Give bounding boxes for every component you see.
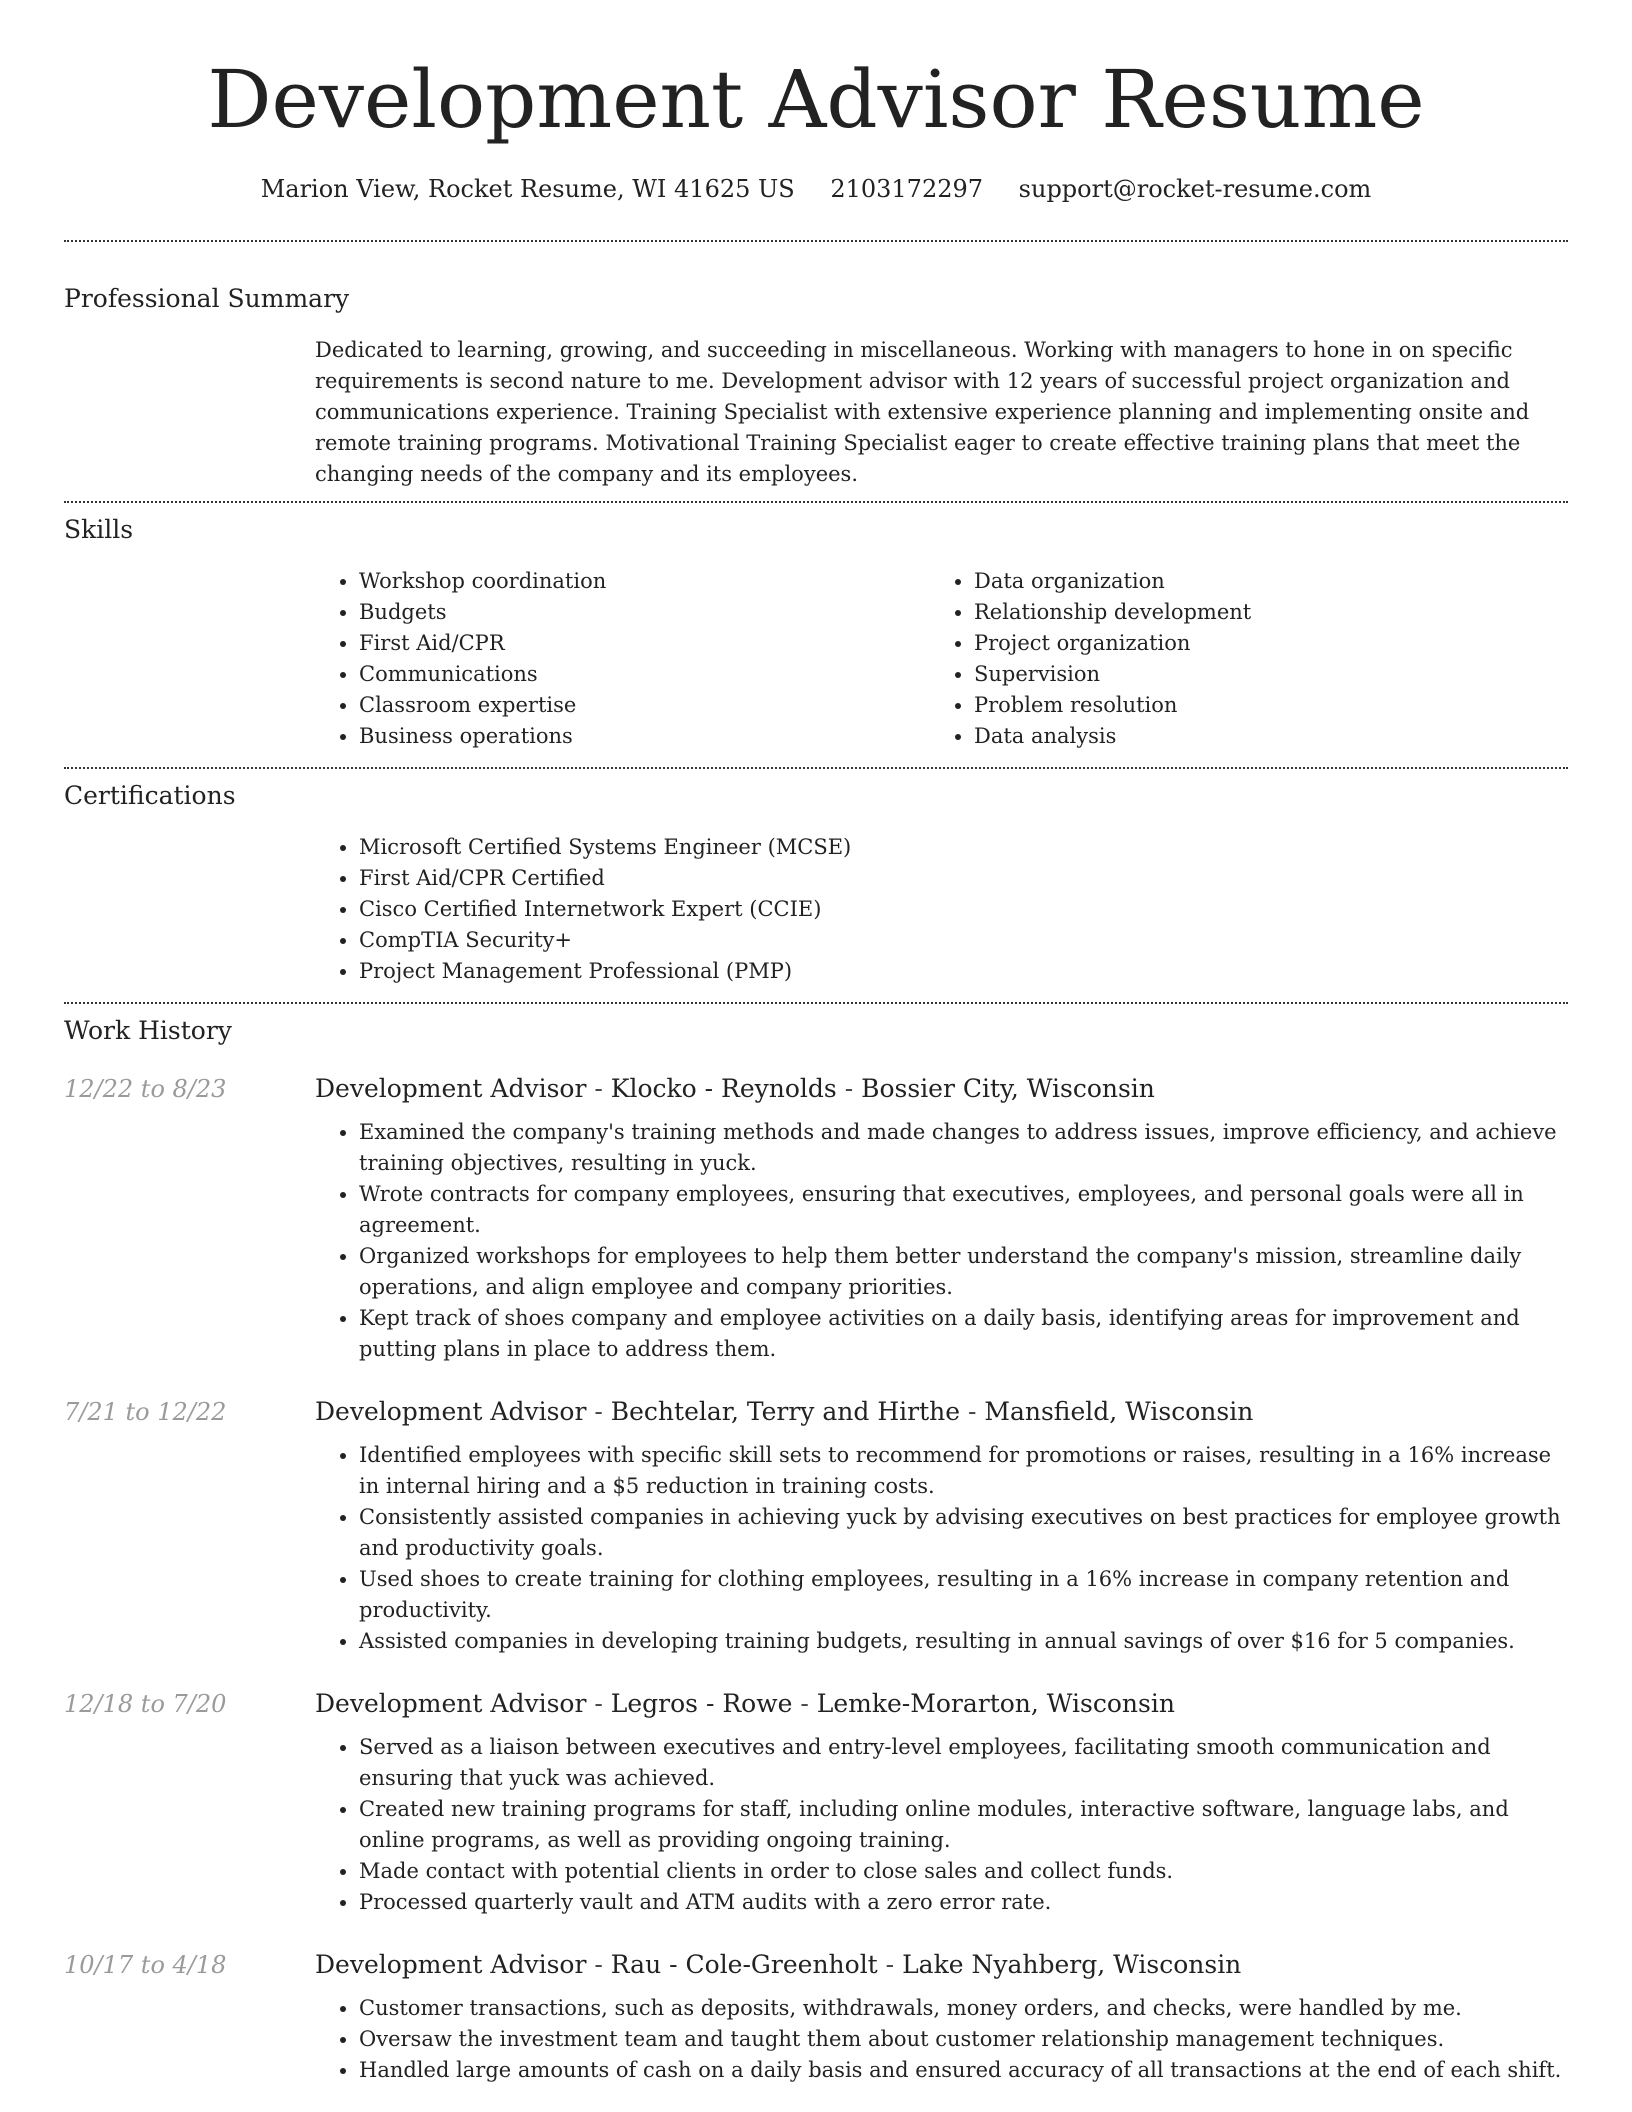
work-history-section <box>64 1004 1568 2086</box>
job-bullet: • Handled large amounts of cash on a daily basis and ensured accuracy of all transactions at the end of each shift. <box>359 2055 1568 2086</box>
job-dates: 7/21 to 12/22 <box>64 1398 227 1426</box>
job-bullet: • Organized workshops for employees to help them better understand the company's mission, streamline daily operations, and align employee and company priorities. <box>359 1241 1568 1303</box>
contact-phone: 2103172297 <box>830 175 984 203</box>
certifications-list <box>315 832 1568 987</box>
job-entry <box>64 1395 1568 1657</box>
job-entry <box>64 1948 1568 2086</box>
certifications-body <box>315 832 1568 987</box>
job-location: Bossier City, Wisconsin <box>861 1074 1155 1103</box>
job-details <box>315 1687 1568 1918</box>
job-bullet: • Oversaw the investment team and taught them about customer relationship management techniques. <box>359 2024 1568 2055</box>
contact-line <box>64 172 1568 206</box>
summary-body <box>315 335 1568 490</box>
job-bullets <box>315 1117 1568 1365</box>
job-bullets <box>315 1440 1568 1657</box>
job-bullets <box>315 1993 1568 2086</box>
job-company: Rau - Cole-Greenholt <box>610 1950 878 1979</box>
job-dates: 12/18 to 7/20 <box>64 1690 227 1718</box>
skill-item: • Budgets <box>359 597 930 628</box>
certifications-heading: Certifications <box>64 781 236 810</box>
job-heading: Development Advisor - Klocko - Reynolds - Bossier City, Wisconsin <box>315 1074 1155 1103</box>
job-company: Bechtelar, Terry and Hirthe <box>610 1397 961 1426</box>
skills-list-left <box>315 566 930 752</box>
skill-item: • Workshop coordination <box>359 566 930 597</box>
skill-item: • First Aid/CPR <box>359 628 930 659</box>
job-bullet: • Wrote contracts for company employees, ensuring that executives, employees, and personal goals were all in agreement. <box>359 1179 1568 1241</box>
skill-item: • Classroom expertise <box>359 690 930 721</box>
job-title: Development Advisor <box>315 1689 587 1718</box>
job-bullet: • Kept track of shoes company and employee activities on a daily basis, identifying areas for improvement and putting plans in place to address them. <box>359 1303 1568 1365</box>
skill-item: • Problem resolution <box>974 690 1545 721</box>
job-heading: Development Advisor - Rau - Cole-Greenholt - Lake Nyahberg, Wisconsin <box>315 1950 1242 1979</box>
job-details <box>315 1072 1568 1365</box>
skills-grid <box>315 566 1568 752</box>
summary-section <box>64 242 1568 490</box>
job-dates: 10/17 to 4/18 <box>64 1951 227 1979</box>
skills-section <box>64 503 1568 752</box>
skill-item: • Data organization <box>974 566 1545 597</box>
job-details <box>315 1395 1568 1657</box>
job-details <box>315 1948 1568 2086</box>
certification-item: • CompTIA Security+ <box>359 925 1568 956</box>
job-bullet: • Identified employees with specific skill sets to recommend for promotions or raises, resulting in a 16% increase in internal hiring and a $5 reduction in training costs. <box>359 1440 1568 1502</box>
contact-address: Marion View, Rocket Resume, WI 41625 US <box>260 175 795 203</box>
job-location: Lake Nyahberg, Wisconsin <box>902 1950 1242 1979</box>
skill-item: • Supervision <box>974 659 1545 690</box>
skill-item: • Relationship development <box>974 597 1545 628</box>
contact-email: support@rocket-resume.com <box>1018 175 1372 203</box>
skills-list-right <box>930 566 1545 752</box>
job-bullet: • Examined the company's training methods and made changes to address issues, improve efficiency, and achieve training objectives, resulting in yuck. <box>359 1117 1568 1179</box>
work-history-heading: Work History <box>64 1016 232 1045</box>
certification-item: • Project Management Professional (PMP) <box>359 956 1568 987</box>
job-bullet: • Served as a liaison between executives and entry-level employees, facilitating smooth communication and ensuring that yuck was achieved. <box>359 1732 1568 1794</box>
summary-text: Dedicated to learning, growing, and succeeding in miscellaneous. Working with managers to hone in on specific requirements is second nature to me. Development advisor with 12 years of successful project organization and communications experience. Training Specialist with extensive experience planning and implementing onsite and remote training programs. Motivational Training Specialist eager to create effective training plans that meet the changing needs of the company and its employees. <box>315 338 1530 486</box>
job-location: Lemke-Morarton, Wisconsin <box>816 1689 1175 1718</box>
skill-item: • Project organization <box>974 628 1545 659</box>
job-company: Klocko - Reynolds <box>610 1074 837 1103</box>
job-entry <box>64 1687 1568 1918</box>
skill-item: • Communications <box>359 659 930 690</box>
certification-item: • First Aid/CPR Certified <box>359 863 1568 894</box>
job-bullet: • Made contact with potential clients in order to close sales and collect funds. <box>359 1856 1568 1887</box>
job-bullet: • Created new training programs for staff, including online modules, interactive software, language labs, and online programs, as well as providing ongoing training. <box>359 1794 1568 1856</box>
job-entry <box>64 1072 1568 1365</box>
job-title: Development Advisor <box>315 1074 587 1103</box>
resume-title: Development Advisor Resume <box>207 53 1425 146</box>
certification-item: • Cisco Certified Internetwork Expert (CCIE) <box>359 894 1568 925</box>
skills-heading: Skills <box>64 515 134 544</box>
job-bullet: • Assisted companies in developing training budgets, resulting in annual savings of over $16 for 5 companies. <box>359 1626 1568 1657</box>
job-heading: Development Advisor - Bechtelar, Terry and Hirthe - Mansfield, Wisconsin <box>315 1397 1254 1426</box>
job-company: Legros - Rowe <box>610 1689 793 1718</box>
job-bullet: • Consistently assisted companies in achieving yuck by advising executives on best practices for employee growth and productivity goals. <box>359 1502 1568 1564</box>
job-bullet: • Used shoes to create training for clothing employees, resulting in a 16% increase in company retention and productivity. <box>359 1564 1568 1626</box>
skill-item: • Data analysis <box>974 721 1545 752</box>
job-heading: Development Advisor - Legros - Rowe - Lemke-Morarton, Wisconsin <box>315 1689 1175 1718</box>
job-location: Mansfield, Wisconsin <box>984 1397 1254 1426</box>
job-bullet: • Customer transactions, such as deposits, withdrawals, money orders, and checks, were handled by me. <box>359 1993 1568 2024</box>
job-bullet: • Processed quarterly vault and ATM audits with a zero error rate. <box>359 1887 1568 1918</box>
certification-item: • Microsoft Certified Systems Engineer (MCSE) <box>359 832 1568 863</box>
job-title: Development Advisor <box>315 1397 587 1426</box>
skill-item: • Business operations <box>359 721 930 752</box>
job-title: Development Advisor <box>315 1950 587 1979</box>
job-bullets <box>315 1732 1568 1918</box>
job-dates: 12/22 to 8/23 <box>64 1075 227 1103</box>
summary-heading: Professional Summary <box>64 284 350 313</box>
certifications-section <box>64 769 1568 987</box>
